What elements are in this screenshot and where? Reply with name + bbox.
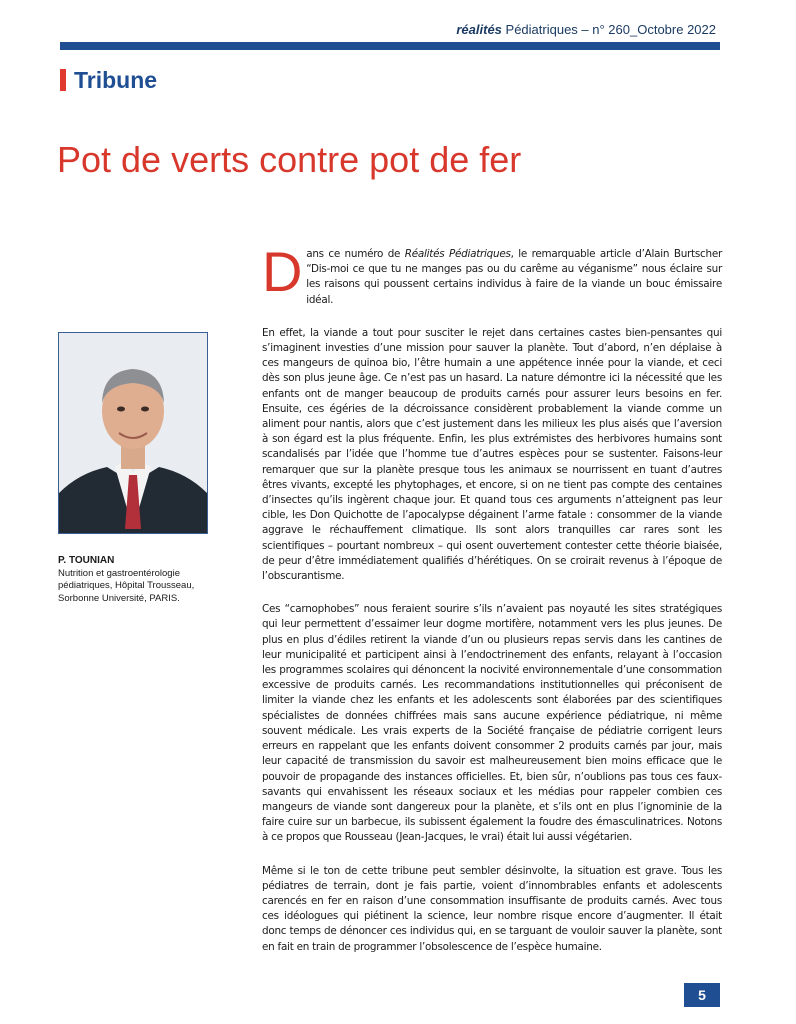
issue-info: Pédiatriques – n° 260_Octobre 2022 [501,22,716,37]
paragraph-4: Même si le ton de cette tribune peut sembler désinvolte, la situation est grave. Tous les pédiatres de terrain, dont je fais partie, voient d’innombrables enfants et adolescents carencés en fer en raison d’une consommation insuffisante de produits carnés. Avec tous ces idéologues qui piétinent la science, leur nombre risque encore d’augmenter. Il était donc temps de dénoncer ces individus qui, en se targuant de vouloir sauver la planète, sont en fait en train de programmer l’obsolescence de l’espèce humaine. [262,864,722,953]
section-marker [60,69,66,91]
running-header [60,22,716,37]
author-photo [58,332,208,534]
author-portrait-image [59,333,207,533]
paragraph-2: En effet, la viande a tout pour susciter le rejet dans certaines castes bien-pensantes qui s’imaginent investies d’une mission pour sauver la planète. Tout d’abord, n’en déplaise à ces mangeurs de quinoa bio, l’être humain a une appétence innée pour la viande, et ceci dès son plus jeune âge. Ce n’est pas un hasard. La nature démontre ici la nécessité que les enfants ont de manger beaucoup de produits carnés pour assurer leurs besoins en fer. Ensuite, ces égéries de la décroissance considèrent probablement la viande comme un aliment pour nantis, alors que c’est justement dans les milieux les plus aisés que l’aversion à son égard est la plus fréquente. Enfin, les plus extrémistes des herbivores humains sont scandalisés par l’idée que l’homme tue d’autres espèces pour se sustenter. Faisons-leur remarquer que sur la planète presque tous les animaux se nourrissent en tuant d’autres êtres vivants, excepté les phytophages, et encore, si on ne tient pas compte des centaines d’insectes qu’ils ingèrent chaque jour. Et quand tous ces arguments n’atteignent pas leur cible, les Don Quichotte de l’apocalypse dégainent l’arme fatale : consommer de la viande aggrave le réchauffement climatique. Ils sont alors tranquilles car rares sont les scientifiques – pourtant nombreux – qui osent ouvertement contester cette théorie biaisée, de peur d’être immédiatement qualifiés d’hérétiques. On se croirait revenus à l’époque de l’obscurantisme. [262,326,722,583]
author-affiliation: Nutrition et gastroentérologie pédiatriques, Hôpital Trousseau, Sorbonne Université, PARIS. [58,567,195,604]
page-number: 5 [684,983,720,1007]
article-title: Pot de verts contre pot de fer [57,139,522,180]
section-label: Tribune [74,66,158,93]
author-name: P. TOUNIAN [58,555,115,566]
paragraph-1-end: , le remarquable article d’Alain Burtscher “Dis-moi ce que tu ne manges pas ou du carême au véganisme” nous éclaire sur les raisons qui poussent certains individus à faire de la viande un bouc émissaire idéal. [306,248,722,306]
header-rule [60,42,720,50]
drop-cap: D [262,240,303,303]
journal-reference: Réalités Pédiatriques [404,248,511,260]
article-body [262,240,722,973]
journal-brand: réalités [456,22,502,37]
paragraph-1 [262,240,722,308]
paragraph-1-start: ans ce numéro de [306,248,405,260]
paragraph-3: Ces “carnophobes” nous feraient sourire s’ils n’avaient pas noyauté les sites stratégiques qui leur permettent d’essaimer leur dogme mortifère, notamment vers les plus jeunes. De plus en plus d’édiles retirent la viande d’un ou plusieurs repas servis dans les cantines de leur municipalité et participent ainsi à l’endoctrinement des enfants, relayant à l’occasion les programmes scolaires qui dénoncent la nocivité environnementale d’une consommation excessive de produits carnés. Les recommandations institutionnelles qui préconisent de limiter la viande chez les enfants et les adolescents sont élaborées par des scientifiques spécialistes de données chiffrées mais sans aucune expérience pédiatrique, ni même souvent médicale. Les vrais experts de la Société française de pédiatrie corrigent leurs erreurs en rappelant que les enfants doivent consommer 2 produits carnés par jour, mais leur capacité de transmission du savoir est malheureusement bien moins efficace que le pouvoir de propagande des instances officielles. Et, bien sûr, n’oublions pas tous ces faux-savants qui envahissent les réseaux sociaux et les médias pour rappeler combien ces mangeurs de viande sont dangereux pour la planète, et s’ils ont en plus l’ignominie de la faire cuire sur un barbecue, ils subissent également la foudre des émasculinatrices. Notons à ce propos que Rousseau (Jean-Jacques, le vrai) était lui aussi végétarien. [262,603,722,844]
author-info [58,555,228,605]
section-tag [60,68,157,92]
